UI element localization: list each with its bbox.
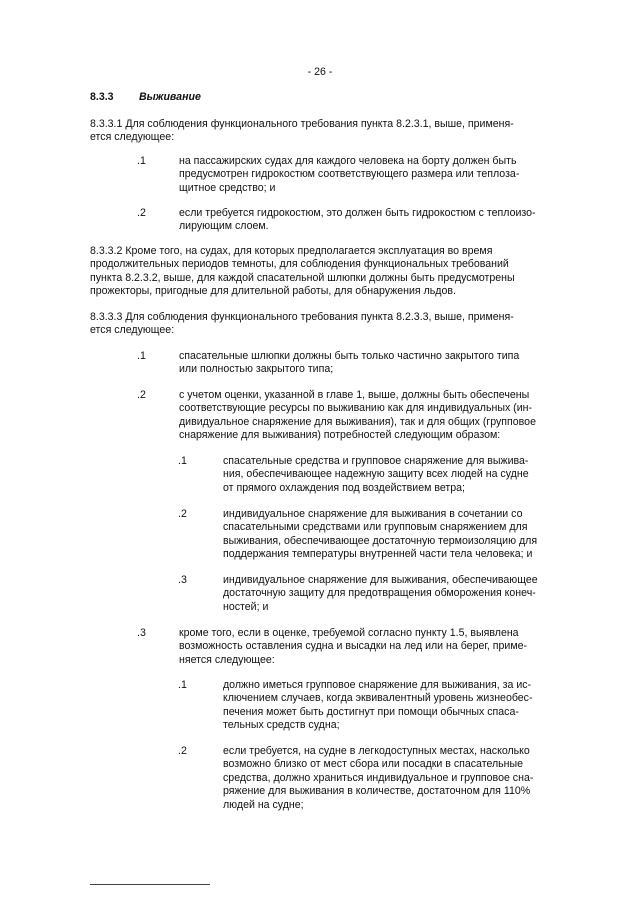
item-number: .1 — [178, 679, 187, 691]
item-line: выживания, обеспечивающее достаточную термоизоляцию для — [223, 534, 538, 547]
item-line: индивидуальное снаряжение для выживания, обеспечивающее — [223, 574, 538, 586]
item-line: няется следующее: — [179, 653, 275, 666]
item-line: предусмотрен гидрокостюм соответствующего размера или теплоза- — [179, 168, 520, 181]
item-line: ния, обеспечивающее надежную защиту всех людей на судне — [223, 468, 529, 481]
item-line: на пассажирских судах для каждого человека на борту должен быть — [179, 155, 517, 167]
item-line: или полностью закрытого типа; — [179, 363, 334, 376]
item-line: ностей; и — [223, 600, 269, 613]
item-line: поддержания температуры внутренней части тела человека; и — [223, 548, 533, 561]
item-line: от прямого охлаждения под воздействием ветра; — [223, 481, 465, 494]
item-line: средства, должно храниться индивидуальное и групповое сна- — [223, 771, 534, 784]
item-text — [223, 455, 563, 495]
section-number: 8.3.3 — [90, 91, 114, 103]
item-number: .2 — [178, 508, 187, 520]
item-line: людей на судне; — [223, 798, 304, 811]
paragraph-line: 8.3.3.2 Кроме того, на судах, для которых предполагается эксплуатация во время — [90, 245, 493, 257]
item-number: .2 — [137, 207, 146, 219]
item-line: спасательные средства и групповое снаряжение для выжива- — [223, 455, 529, 467]
item-line: должно иметься групповое снаряжение для выживания, за ис- — [223, 679, 532, 691]
paragraph-line: ется следующее: — [90, 131, 175, 144]
paragraph-line: 8.3.3.3 Для соблюдения функционального требования пункта 8.2.3.3, выше, применя- — [90, 311, 514, 323]
paragraph-line: продолжительных периодов темноты, для соблюдения функциональных требований — [90, 258, 509, 271]
item-line: кроме того, если в оценке, требуемой согласно пункту 1.5, выявлена — [179, 627, 519, 639]
item-line: щитное средство; и — [179, 181, 276, 194]
item-number: .2 — [178, 745, 187, 757]
item-line: возможность оставления судна и высадки на лед или на берег, приме- — [179, 640, 528, 653]
section-title: Выживание — [138, 91, 201, 103]
item-line: снаряжение для выживания) потребностей следующим образом: — [179, 429, 501, 442]
item-text — [223, 745, 563, 812]
item-text — [223, 574, 563, 614]
paragraph-8-3-3-2 — [90, 245, 566, 299]
section-heading — [90, 91, 201, 103]
item-text — [179, 207, 564, 234]
item-line: с учетом оценки, указанной в главе 1, выше, должны быть обеспечены — [179, 389, 530, 401]
paragraph-line: ется следующее: — [90, 324, 175, 337]
item-text — [179, 627, 564, 667]
item-number: .3 — [178, 574, 187, 586]
item-number: .1 — [137, 350, 146, 362]
paragraph-8-3-3-1 — [90, 118, 566, 145]
item-line: соответствующие ресурсы по выживанию как для индивидуальных (ин- — [179, 402, 533, 415]
page-number: - 26 - — [307, 66, 333, 78]
item-line: индивидуальное снаряжение для выживания в сочетании со — [223, 508, 523, 520]
item-line: печения может быть достигнут при помощи обычных спаса- — [223, 705, 519, 718]
footnote-rule — [90, 884, 210, 885]
item-line: если требуется, на судне в легкодоступных местах, насколько — [223, 745, 530, 757]
item-number: .1 — [178, 455, 187, 467]
item-text — [223, 679, 563, 733]
paragraph-line: прожекторы, пригодные для длительной работы, для обнаружения льдов. — [90, 285, 456, 298]
item-text — [179, 155, 564, 195]
item-number: .1 — [137, 155, 146, 167]
item-text — [179, 389, 564, 443]
item-number: .3 — [137, 627, 146, 639]
item-line: возможно близко от мест сбора или посадки в спасательные — [223, 758, 524, 771]
paragraph-line: 8.3.3.1 Для соблюдения функционального требования пункта 8.2.3.1, выше, применя- — [90, 118, 514, 130]
item-line: дивидуальное снаряжение для выживания), так и для общих (групповое — [179, 415, 536, 428]
item-line: спасательные шлюпки должны быть только частично закрытого типа — [179, 350, 520, 362]
item-line: ряжение для выживания в количестве, достаточном для 110% — [223, 785, 531, 798]
item-number: .2 — [137, 389, 146, 401]
item-line: спасательными средствами или групповым снаряжением для — [223, 521, 528, 534]
item-line: достаточную защиту для предотвращения обморожения конеч- — [223, 587, 536, 600]
item-line: лирующим слоем. — [179, 220, 269, 233]
item-text — [179, 350, 564, 377]
paragraph-8-3-3-3 — [90, 311, 566, 338]
paragraph-line: пункта 8.2.3.2, выше, для каждой спасательной шлюпки должны быть предусмотрены — [90, 271, 515, 284]
item-line: тельных средств судна; — [223, 719, 340, 732]
item-line: ключением случаев, когда эквивалентный уровень жизнеобес- — [223, 692, 533, 705]
item-line: если требуется гидрокостюм, это должен быть гидрокостюм с теплоизо- — [179, 207, 536, 219]
item-text — [223, 508, 563, 562]
